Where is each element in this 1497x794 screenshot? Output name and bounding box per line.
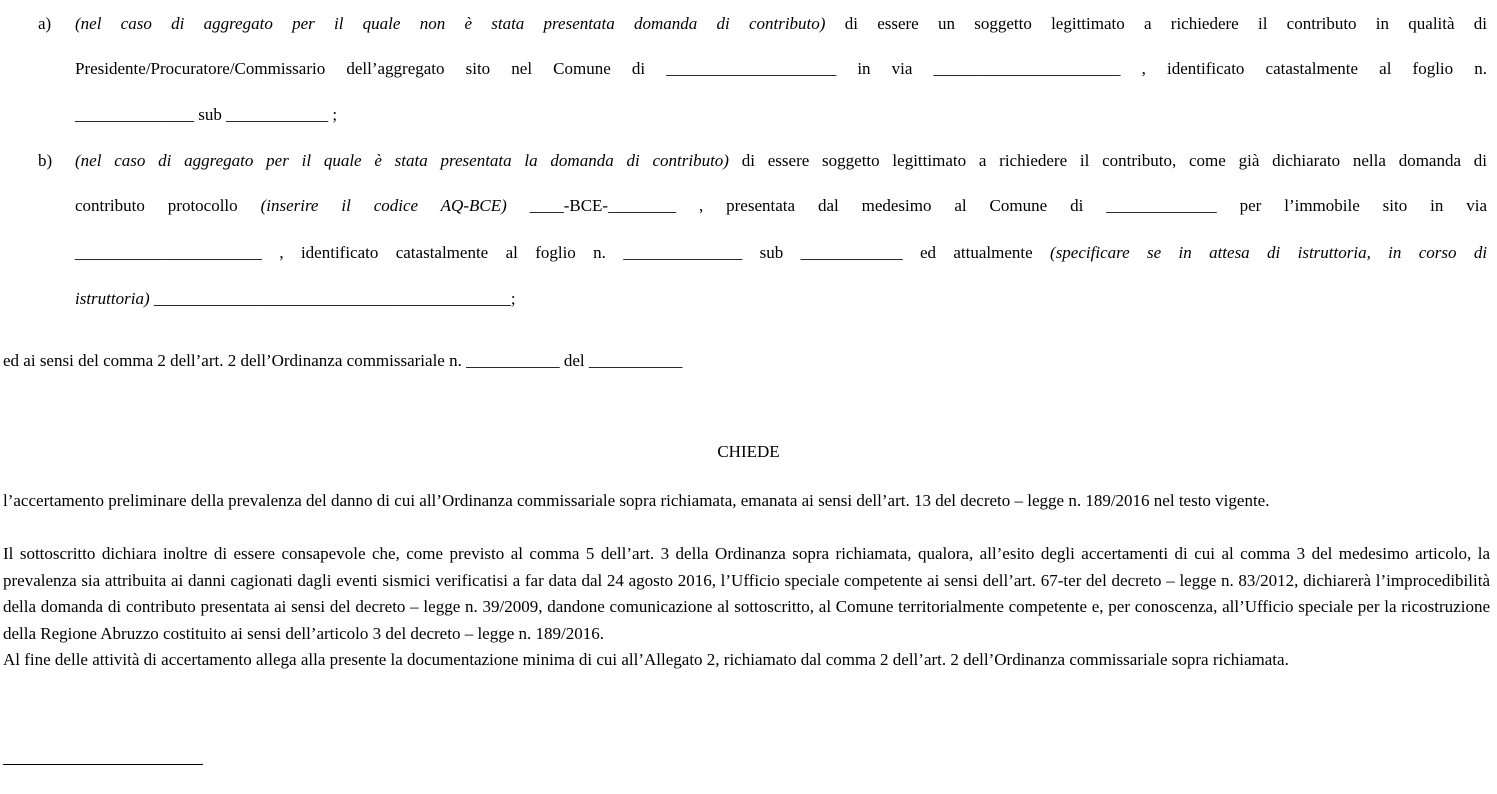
item-b-line-1-text: di essere soggetto legittimato a richiedere il contributo, come già dichiarato nella domanda di	[741, 151, 1488, 170]
item-b-line-3-mid-2: ed attualmente	[919, 243, 1033, 262]
item-b-line-4-end: ;	[510, 289, 516, 308]
footnote-separator	[3, 764, 203, 765]
item-b-line-3-mid-1: , identificato catastalmente al foglio n.	[279, 243, 606, 262]
item-b-status-blank: __________________________________________	[153, 289, 511, 308]
item-a-line-3	[75, 105, 337, 125]
item-b-marker: b)	[38, 151, 53, 170]
item-b-sub-label: sub	[759, 243, 784, 262]
item-b-line-2-start: contributo protocollo	[75, 196, 238, 215]
item-a-via-blank: ______________________	[933, 59, 1121, 78]
item-a-line-3-end: ;	[332, 105, 338, 124]
item-b-comune-blank: _____________	[1106, 196, 1217, 215]
item-a-sub-label: sub	[198, 105, 222, 124]
item-b-line-4	[75, 289, 516, 309]
item-a-line-1	[75, 14, 1487, 34]
ordinance-date-blank: ___________	[588, 351, 683, 370]
item-b-status-hint-end: istruttoria)	[75, 289, 150, 308]
item-b-line-1	[75, 151, 1487, 171]
item-b-foglio-blank: ______________	[623, 243, 743, 262]
ordinance-number-blank: ___________	[466, 351, 560, 370]
item-a-line-2-mid: in via	[857, 59, 913, 78]
item-b-italic-note: (nel caso di aggregato per il quale è stata presentata la domanda di contributo)	[75, 151, 729, 170]
item-a-marker: a)	[38, 14, 52, 33]
section-heading: CHIEDE	[717, 442, 780, 461]
item-a-line-1-text: di essere un soggetto legittimato a richiedere il contributo in qualità di	[844, 14, 1488, 33]
ordinance-text: ed ai sensi del comma 2 dell’art. 2 dell’Ordinanza commissariale n.	[3, 351, 462, 370]
paragraph-declaration: Il sottoscritto dichiara inoltre di essere consapevole che, come previsto al comma 5 dell’art. 3 della Ordinanza sopra richiamata, qualora, all’esito degli accertamenti di cui al comma 3 del medesimo articolo, la prevalenza sia attribuita ai danni cagionati dagli eventi sismici verificatisi a far data dal 24 agosto 2016, l’Ufficio speciale competente ai sensi dell’art. 67-ter del decreto – legge n. 83/2012, dichiarerà l’improcedibilità della domanda di contributo presentata ai sensi del decreto – legge n. 39/2009, dandone comunicazione al sottoscritto, al Comune territorialmente competente e, per conoscenza, all’Ufficio speciale per la ricostruzione della Regione Abruzzo costituito ai sensi dell’articolo 3 del decreto – legge n. 189/2016.	[3, 544, 1490, 643]
item-a-comune-blank: ____________________	[666, 59, 837, 78]
paragraph-request: l’accertamento preliminare della prevalenza del danno di cui all’Ordinanza commissariale sopra richiamata, emanata ai sensi dell’art. 13 del decreto – legge n. 189/2016 nel testo vigente.	[3, 491, 1270, 510]
item-b-sub-blank: ____________	[800, 243, 903, 262]
item-a-line-2-start: Presidente/Procuratore/Commissario dell’aggregato sito nel Comune di	[75, 59, 646, 78]
item-b-via-blank: ______________________	[75, 243, 262, 262]
item-a-foglio-blank: ______________	[75, 105, 194, 124]
item-a-sub-blank: ____________	[226, 105, 329, 124]
ordinance-line	[3, 351, 682, 371]
paragraph-attachments: Al fine delle attività di accertamento allega alla presente la documentazione minima di cui all’Allegato 2, richiamato dal comma 2 dell’art. 2 dell’Ordinanza commissariale sopra richiamata.	[3, 650, 1289, 669]
item-a-italic-note: (nel caso di aggregato per il quale non è stata presentata domanda di contributo)	[75, 14, 826, 33]
item-b-code-blank: ____-BCE-________	[529, 196, 677, 215]
item-a-line-2	[75, 59, 1487, 79]
item-b-status-hint: (specificare se in attesa di istruttoria, in corso di	[1050, 243, 1488, 262]
item-b-line-2-mid: , presentata dal medesimo al Comune di	[698, 196, 1084, 215]
item-a-line-2-end: , identificato catastalmente al foglio n.	[1141, 59, 1487, 78]
item-b-code-hint: (inserire il codice AQ-BCE)	[260, 196, 507, 215]
item-b-line-3	[75, 243, 1487, 263]
item-b-line-2-end: per l’immobile sito in via	[1239, 196, 1488, 215]
ordinance-del-label: del	[563, 351, 585, 370]
item-b-line-2	[75, 196, 1487, 216]
